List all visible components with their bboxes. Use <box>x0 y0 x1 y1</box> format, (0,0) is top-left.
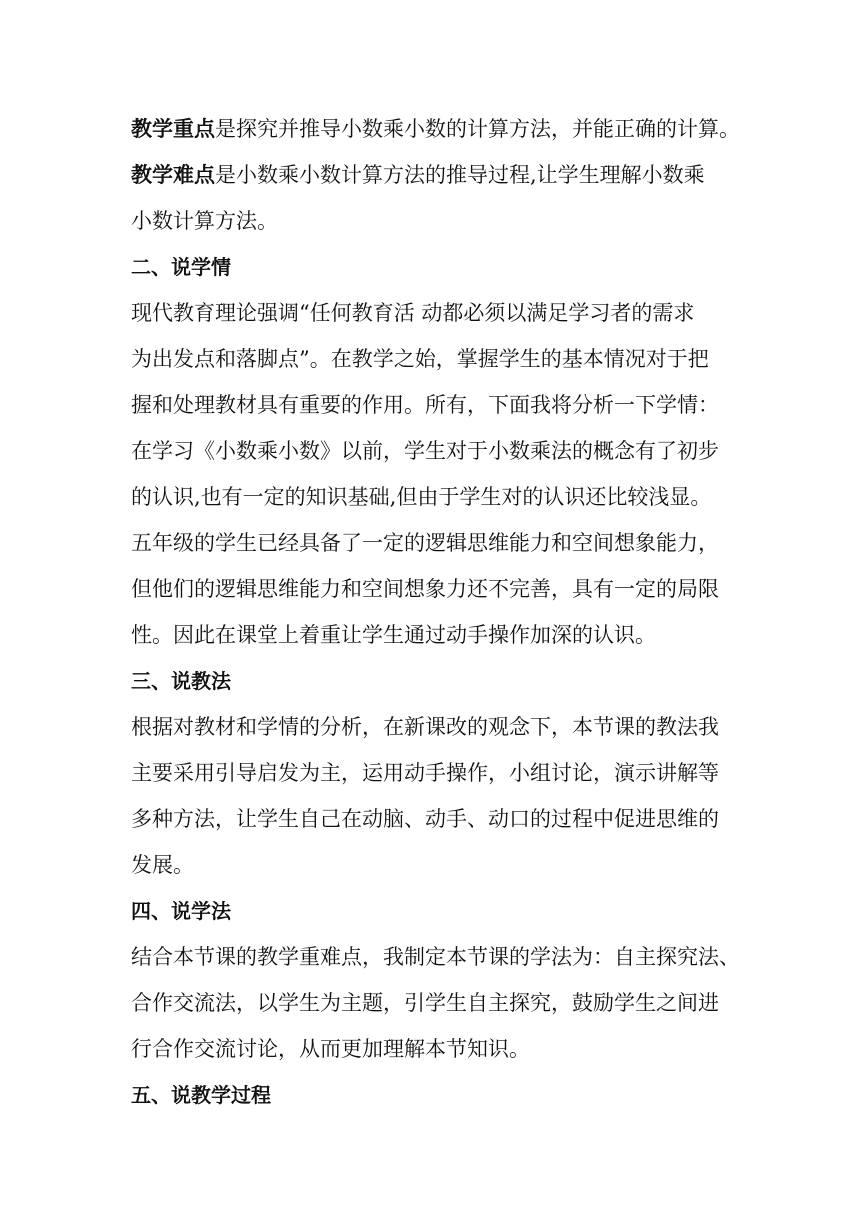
document-body <box>131 106 740 1118</box>
paragraph-line: 合作交流法，以学生为主题，引学生自主探究，鼓励学生之间进 <box>131 991 719 1015</box>
paragraph-line: 但他们的逻辑思维能力和空间想象力还不完善，具有一定的局限 <box>131 577 719 601</box>
section-heading-learning-method: 四、说学法 <box>131 899 231 923</box>
difficulty-line-continued: 小数计算方法。 <box>131 209 278 233</box>
paragraph-line: 的认识,也有一定的知识基础,但由于学生对的认识还比较浅显。 <box>131 485 712 509</box>
difficulty-text: 是小数乘小数计算方法的推导过程,让学生理解小数乘 <box>215 163 705 187</box>
paragraph-line: 发展。 <box>131 853 194 877</box>
key-point-label: 教学重点 <box>131 117 215 141</box>
paragraph-line: 现代教育理论强调“任何教育活 动都必须以满足学习者的需求 <box>131 301 695 325</box>
paragraph-line: 为出发点和落脚点”。在教学之始，掌握学生的基本情况对于把 <box>131 347 709 371</box>
paragraph-line: 性。因此在课堂上着重让学生通过动手操作加深的认识。 <box>131 623 656 647</box>
section-heading-teaching-method: 三、说教法 <box>131 669 231 693</box>
key-point-line <box>131 106 740 152</box>
difficulty-label: 教学难点 <box>131 163 215 187</box>
paragraph-line: 五年级的学生已经具备了一定的逻辑思维能力和空间想象能力， <box>131 531 719 555</box>
section-heading-teaching-process: 五、说教学过程 <box>131 1083 271 1107</box>
paragraph-line: 在学习《小数乘小数》以前，学生对于小数乘法的概念有了初步 <box>131 439 719 463</box>
paragraph-line: 行合作交流讨论，从而更加理解本节知识。 <box>131 1037 530 1061</box>
paragraph-line: 结合本节课的教学重难点，我制定本节课的学法为：自主探究法、 <box>131 945 740 969</box>
paragraph-line: 多种方法，让学生自己在动脑、动手、动口的过程中促进思维的 <box>131 807 719 831</box>
paragraph-line: 主要采用引导启发为主，运用动手操作，小组讨论，演示讲解等 <box>131 761 719 785</box>
key-point-text: 是探究并推导小数乘小数的计算方法，并能正确的计算。 <box>215 117 740 141</box>
section-heading-student-analysis: 二、说学情 <box>131 255 231 279</box>
paragraph-line: 握和处理教材具有重要的作用。所有，下面我将分析一下学情： <box>131 393 719 417</box>
difficulty-line <box>131 152 731 198</box>
paragraph-line: 根据对教材和学情的分析，在新课改的观念下，本节课的教法我 <box>131 715 719 739</box>
